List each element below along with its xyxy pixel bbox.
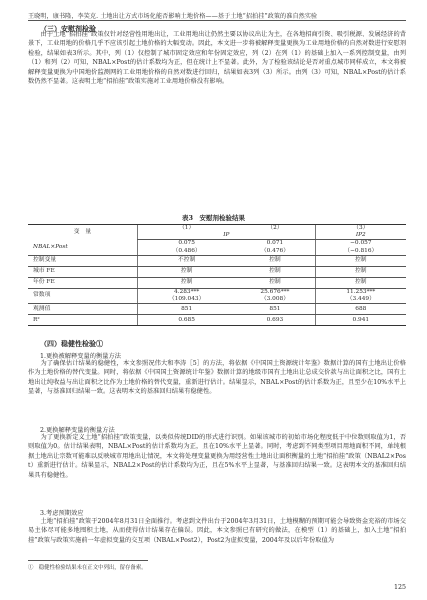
paragraph-sub1: 为了确保估计结果的稳健性，本文参照况伟大和李涛［5］的方法，将依据《中国国土资源统计年鉴》数据计算的国有土地出让价格作为土地价格的替代变量。同时，将依据《中国国土资源统计年鉴》数据计算的地级市国有土地出让总成交价款与出让面积之比，国有土地出让纯收益与出让面积之比作为土地价格的替代变量，重新进行估计。结果显示，NBAL×Post的估计系数为正，且至少在10%水平上显著，与基准回归结果一致。这表明本文的基准回归结果有稳健性。 [28, 360, 406, 396]
page-number: 125 [393, 584, 406, 591]
table-colnum: （1） [138, 225, 236, 233]
subsection-title: 1.更换被解释变量的衡量方法 [40, 353, 121, 360]
footnote-rule [28, 560, 148, 561]
table-row-label: 城市 FE [28, 266, 138, 277]
table-cell: 11.253*** （3.449） [315, 288, 406, 303]
table-cell: 控制 [315, 277, 406, 288]
header-rule [28, 20, 406, 21]
table-cell: 控制 [315, 255, 406, 266]
table-cell: 0.071 （0.476） [235, 240, 315, 255]
table-cell: 25.676*** （3.008） [235, 288, 315, 303]
table-cell: 控制 [235, 255, 315, 266]
table-row [28, 288, 406, 303]
table-cell: −0.057 （−0.816） [315, 240, 406, 255]
table-cell: 4.283*** （109.043） [138, 288, 236, 303]
table-cell: 688 [315, 304, 406, 315]
table-row-label: 观测值 [28, 304, 138, 315]
results-table [28, 224, 406, 326]
table-cell: 0.693 [235, 315, 315, 326]
table-cell: 0.075 （0.486） [138, 240, 236, 255]
table-cell: 控制 [138, 277, 236, 288]
footnote: ① 稳健性检验结果未在正文中列出，留存备索。 [28, 565, 147, 571]
table-cell: 控制 [235, 266, 315, 277]
table-row [28, 315, 406, 326]
section-title-stability: （四）稳健性检验① [40, 339, 103, 348]
table-row-label: R² [28, 315, 138, 326]
paragraph-sub2: 为了更换新定义土地“招拍挂”政策变量，以类似传统DID的形式进行识别。如果该城市的初始市场化程度低于中位数则取值为1，否则取值为0。估计结果表明，NBAL×Post的估计系数均为正，且在10%水平上显著。同时，考虑到不同类型项目用地面积不同，单纯根据土地出让宗数可能难以反映城市用地出让情况，本文将处理变量更换为用经营性土地出让面积衡量的土地“招拍挂”政策（NBAL2×Post）重新进行估计。结果显示，NBAL2×Post的估计系数均为正，且在5%水平上显著，与基准回归结果一致。这表明本文的基准回归结果具有稳健性。 [28, 434, 406, 479]
table-variable-header: 变 量 [28, 225, 138, 240]
table-colnum: （2） [235, 225, 315, 233]
paragraph-placebo: 由于土地“招拍挂”政策仅针对经营性用地出让，工业用地出让仍然主要以协议出让为主，在各地招商引资、吸引税源、发展经济的背景下，工业用地的价格几乎不应该引起土地价格的大幅变动。因此，本文进一步将被解释变量更换为工业用地价格的自然对数进行安慰剂检验，结果如表3所示。其中，列（1）仅控制了城市固定效应和年份固定效应，列（2）在列（1）的基础上加入一系列控制变量，由列（1）和列（2）可知，NBAL×Post的估计系数均为正，但在统计上不显著。此外，为了检验该结论是否对重点城市同样成立，本文将被解释变量更换为中国地价监测网的工业用地价格的自然对数进行回归，结果如表3列（3）所示。由列（3）可知，NBAL×Post的估计系数仍然不显著。这表明土地“招拍挂”政策实施对工业用地价格没有影响。 [28, 31, 406, 86]
table-caption: 表3 安慰剂检验结果 [181, 214, 246, 222]
table-cell: 851 [235, 304, 315, 315]
table-group-header: IP [138, 232, 316, 240]
table-row [28, 277, 406, 288]
table-cell: 不控制 [138, 255, 236, 266]
subsection-title: 2.更换解释变量的衡量方法 [40, 427, 115, 434]
table-row [28, 240, 406, 255]
table-header-row [28, 225, 406, 233]
table-colnum: （3） [315, 225, 406, 233]
table-cell: 控制 [235, 277, 315, 288]
section-title-placebo: （三）安慰剂检验 [40, 24, 96, 33]
table-row [28, 266, 406, 277]
table-row [28, 304, 406, 315]
running-header: 王晓明，康书隆，李笑克. 土地出让方式市场化能否影响土地价格——基于土地“招拍挂”政策的准自然实验 [28, 13, 318, 20]
subsection-title: 3.考虑预期效应 [40, 510, 84, 517]
table-group-header: IP2 [315, 232, 406, 240]
table-row-label: 控制变量 [28, 255, 138, 266]
table-row [28, 255, 406, 266]
table-row-label: NBAL×Post [28, 240, 138, 255]
table-row-label: 常数项 [28, 288, 138, 303]
table-cell: 0.685 [138, 315, 236, 326]
table-cell: 控制 [138, 266, 236, 277]
paragraph-sub3: 土地“招拍挂”政策于2004年8月31日全面推行。考虑到文件出台于2004年3月31日，土地模糊的预期可能会导致资金充裕的市场交易主体尽可能多地囤积土地，从而使得估计结果存在偏误。因此，本文参照已有研究的做法，在模型（1）的基础上，加入土地“招拍挂”政策与政策实施前一年虚拟变量的交互项（NBAL×Post2），Post2为虚拟变量，2004年及以后年份取值为 [28, 518, 406, 544]
table-cell: 0.941 [315, 315, 406, 326]
table-row-label: 年份 FE [28, 277, 138, 288]
table-cell: 851 [138, 304, 236, 315]
table-cell: 控制 [315, 266, 406, 277]
